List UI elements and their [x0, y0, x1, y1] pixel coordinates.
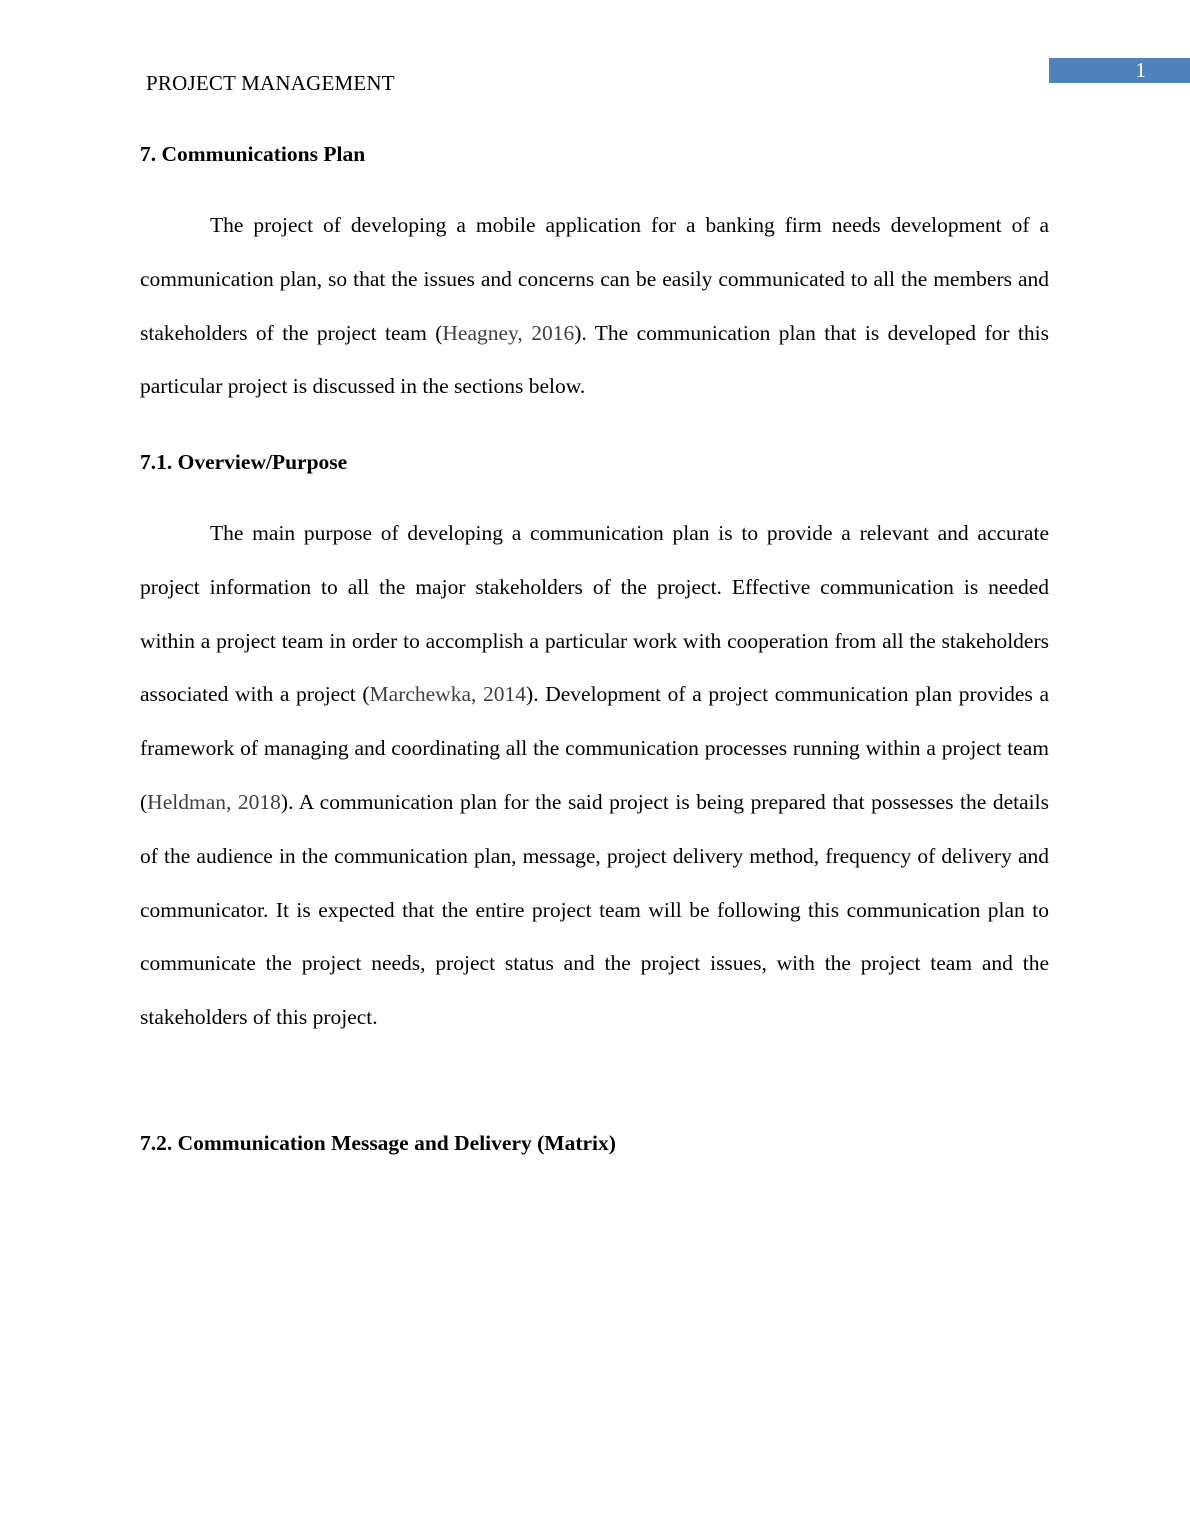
page-number-box	[1049, 58, 1190, 83]
paragraph-overview-purpose	[140, 507, 1049, 1045]
citation-marchewka: Marchewka, 2014	[369, 682, 527, 707]
section-heading-message-delivery-matrix: 7.2. Communication Message and Delivery (Matrix)	[140, 1131, 616, 1155]
section-heading-communications-plan: 7. Communications Plan	[140, 142, 366, 166]
citation-heagney: Heagney, 2016	[442, 320, 575, 345]
running-header-title: PROJECT MANAGEMENT	[146, 71, 395, 95]
citation-heldman: Heldman, 2018	[147, 789, 281, 814]
paragraph-text: ). A communication plan for the said project is being prepared that possesses the details of the audience in the communication plan, message, project delivery method, frequency of delivery and communicator. It is expected that the entire project team will be following this communication plan to communicate the project needs, project status and the project issues, with the project team and the stakeholders of this project.	[140, 789, 1049, 1030]
paragraph-text: ). Development of a project communication plan provides a framework of managing and coordinating all the communication processes running within a project team (	[140, 682, 1049, 814]
paragraph-text: ). The communication plan that is developed for this particular project is discussed in the sections below.	[140, 320, 1050, 399]
section-heading-overview-purpose: 7.1. Overview/Purpose	[140, 450, 348, 474]
page-number: 1	[1135, 58, 1146, 82]
paragraph-communications-plan	[140, 199, 1049, 414]
paragraph-text: The main purpose of developing a communication plan is to provide a relevant and accurate project information to all the major stakeholders of the project. Effective communication is needed within a project team in order to accomplish a particular work with cooperation from all the stakeholders associated with a project (	[140, 521, 1049, 707]
paragraph-text: The project of developing a mobile application for a banking firm needs development of a communication plan, so that the issues and concerns can be easily communicated to all the members and stakeholders of the project team (	[140, 213, 1049, 345]
